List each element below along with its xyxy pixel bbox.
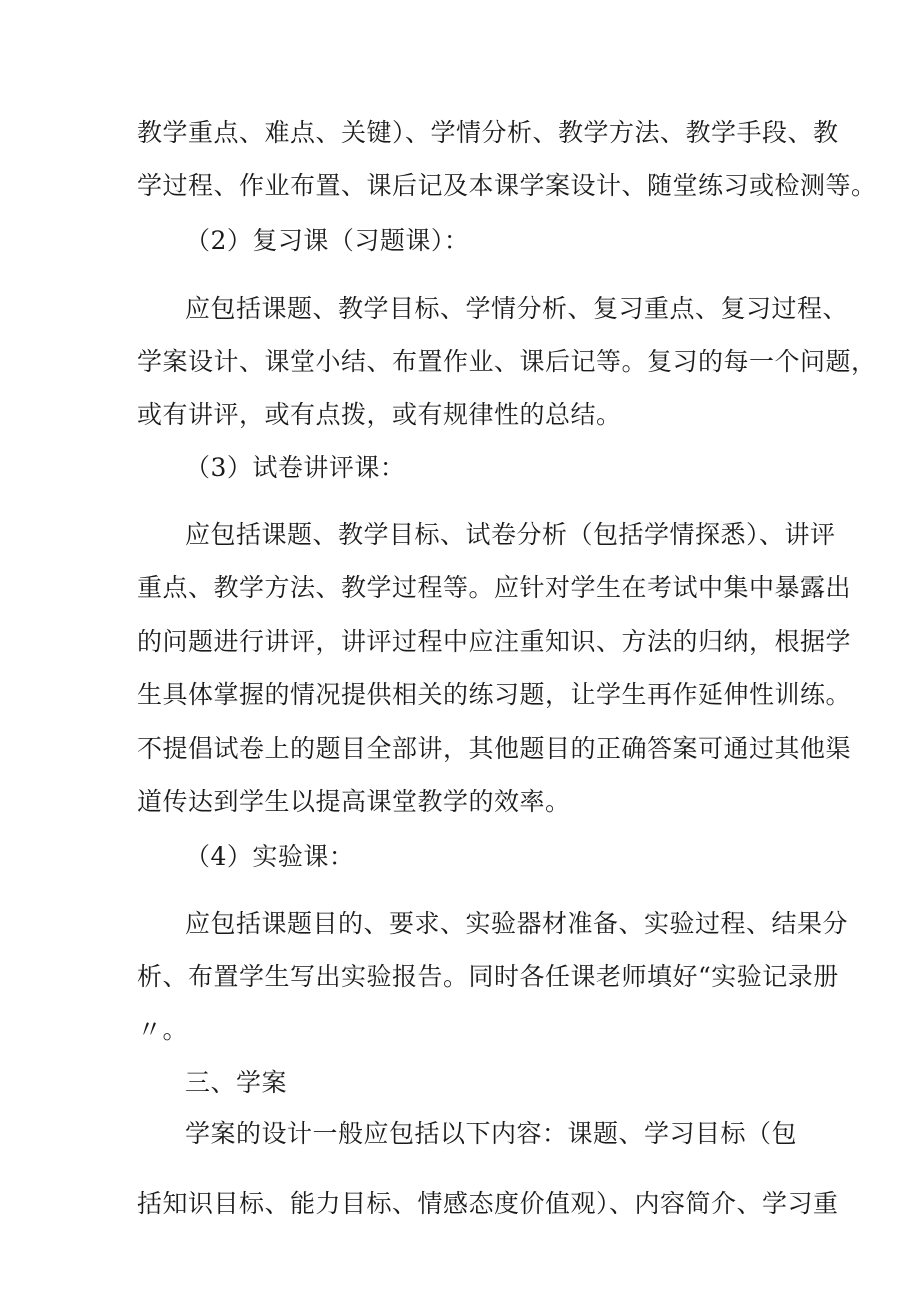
paragraph-line: 不提倡试卷上的题目全部讲，其他题目的正确答案可通过其他渠: [137, 734, 852, 763]
section-heading-review-class: （2）复习课（习题课）：: [185, 226, 470, 255]
section-heading-lab-class: （4）实验课：: [185, 842, 355, 871]
paragraph-line: 道传达到学生以提高课堂教学的效率。: [137, 787, 571, 816]
paragraph-line: 的问题进行讲评，讲评过程中应注重知识、方法的归纳，根据学: [137, 627, 852, 656]
paragraph-line: 学案设计、课堂小结、布置作业、课后记等。复习的每一个问题，: [137, 347, 877, 376]
paragraph-line: 析、布置学生写出实验报告。同时各任课老师填好“实验记录册: [137, 962, 839, 991]
paragraph-line: 教学重点、难点、关键）、学情分析、教学方法、教学手段、教: [137, 118, 839, 147]
paragraph-line: 括知识目标、能力目标、情感态度价值观）、内容简介、学习重: [137, 1189, 839, 1218]
paragraph-line: 重点、教学方法、教学过程等。应针对学生在考试中集中暴露出: [137, 573, 852, 602]
paragraph-line: 应包括课题目的、要求、实验器材准备、实验过程、结果分: [185, 909, 849, 938]
paragraph-line: 〃。: [137, 1015, 189, 1044]
paragraph-line: 学过程、作业布置、课后记及本课学案设计、随堂练习或检测等。: [137, 171, 877, 200]
section-heading-exam-review-class: （3）试卷讲评课：: [185, 453, 406, 482]
paragraph-line: 应包括课题、教学目标、学情分析、复习重点、复习过程、: [185, 294, 849, 323]
section-heading-study-plan: 三、学案: [185, 1068, 288, 1097]
paragraph-line: 应包括课题、教学目标、试卷分析（包括学情探悉）、讲评: [185, 520, 836, 549]
paragraph-line: 学案的设计一般应包括以下内容：课题、学习目标（包: [185, 1119, 798, 1148]
paragraph-line: 或有讲评，或有点拨，或有规律性的总结。: [137, 400, 622, 429]
paragraph-line: 生具体掌握的情况提供相关的练习题，让学生再作延伸性训练。: [137, 680, 852, 709]
